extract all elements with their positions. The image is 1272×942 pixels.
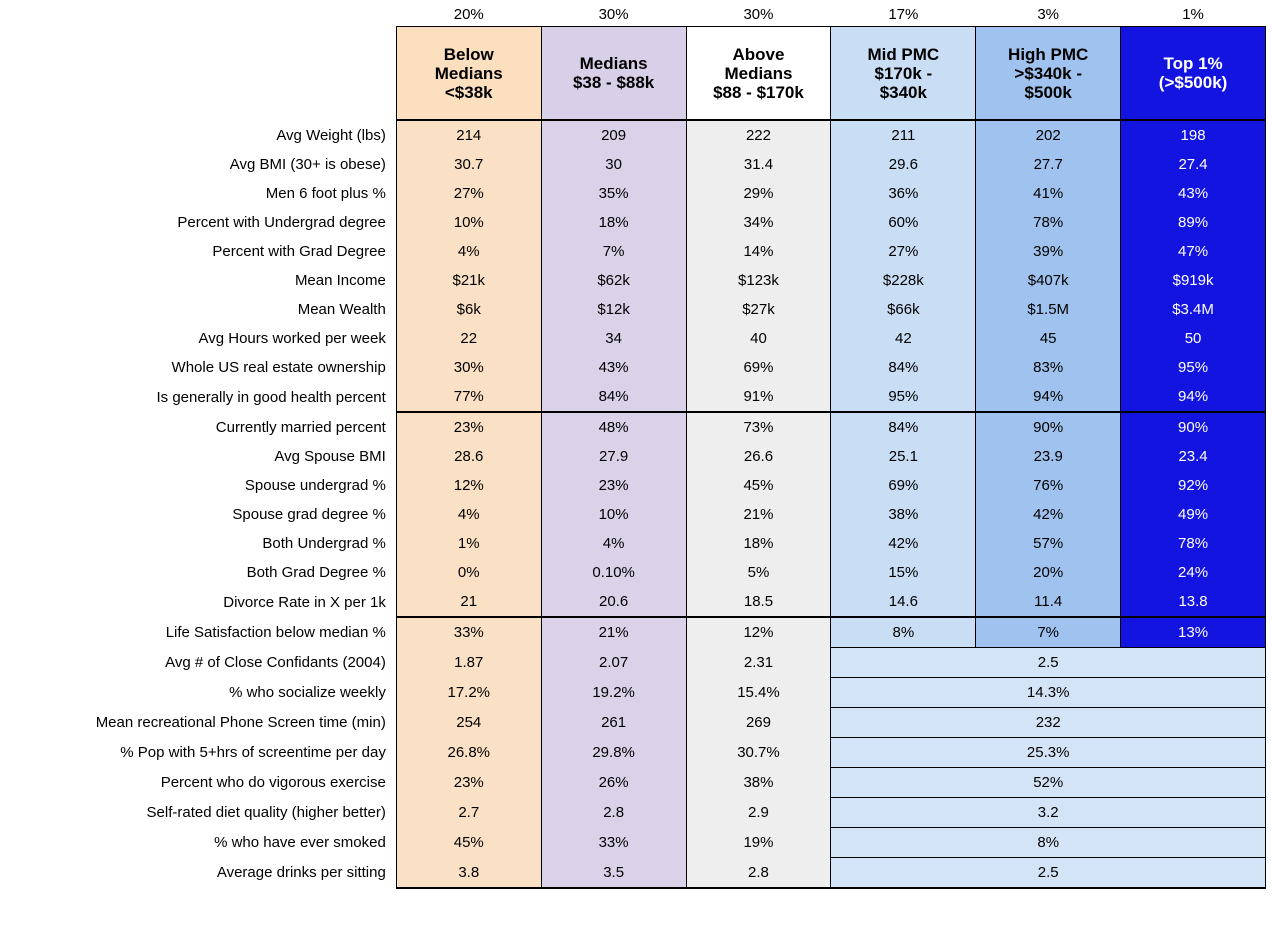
data-cell: 34% [686, 208, 831, 237]
column-header-high_pmc [976, 27, 1121, 121]
data-cell: 36% [831, 179, 976, 208]
data-cell: 2.8 [686, 858, 831, 889]
data-cell: 0.10% [541, 558, 686, 587]
data-cell: 95% [1121, 353, 1266, 382]
data-cell: 18% [541, 208, 686, 237]
data-cell: $6k [396, 295, 541, 324]
data-cell: 42 [831, 324, 976, 353]
data-cell: $21k [396, 266, 541, 295]
data-cell: 1% [396, 529, 541, 558]
table-row [4, 738, 1266, 768]
column-percent-label: 3% [1037, 5, 1060, 23]
data-cell: 45% [396, 828, 541, 858]
row-label: Percent with Undergrad degree [4, 208, 396, 237]
row-label: Mean recreational Phone Screen time (min) [4, 708, 396, 738]
row-label: Avg BMI (30+ is obese) [4, 150, 396, 179]
data-cell: 4% [396, 500, 541, 529]
data-cell: 13.8 [1121, 587, 1266, 617]
data-cell: 50 [1121, 324, 1266, 353]
table-row [4, 179, 1266, 208]
table-row [4, 558, 1266, 587]
data-cell: $919k [1121, 266, 1266, 295]
row-label: Spouse undergrad % [4, 471, 396, 500]
data-cell: 89% [1121, 208, 1266, 237]
data-cell: 3.8 [396, 858, 541, 889]
data-cell: 57% [976, 529, 1121, 558]
row-label: % who socialize weekly [4, 678, 396, 708]
row-label: % Pop with 5+hrs of screentime per day [4, 738, 396, 768]
data-cell: 90% [976, 412, 1121, 442]
data-cell: 29% [686, 179, 831, 208]
data-cell: 7% [976, 617, 1121, 648]
income-class-comparison-table [4, 2, 1266, 889]
column-header-medians [541, 27, 686, 121]
data-cell: 10% [541, 500, 686, 529]
data-cell: 20.6 [541, 587, 686, 617]
table-row [4, 324, 1266, 353]
data-cell: 78% [976, 208, 1121, 237]
data-cell: 211 [831, 120, 976, 150]
data-cell: $1.5M [976, 295, 1121, 324]
row-label: Is generally in good health percent [4, 382, 396, 412]
data-cell: 21 [396, 587, 541, 617]
data-cell: 26.6 [686, 442, 831, 471]
row-label: Percent with Grad Degree [4, 237, 396, 266]
row-label: Avg Weight (lbs) [4, 120, 396, 150]
data-cell: 60% [831, 208, 976, 237]
data-cell: 78% [1121, 529, 1266, 558]
data-cell: 2.07 [541, 648, 686, 678]
table-row [4, 708, 1266, 738]
data-cell: 5% [686, 558, 831, 587]
data-cell: 30.7% [686, 738, 831, 768]
data-cell: 77% [396, 382, 541, 412]
data-cell: $66k [831, 295, 976, 324]
column-header-line: $340k [879, 82, 927, 102]
data-cell: 45% [686, 471, 831, 500]
data-cell: 18.5 [686, 587, 831, 617]
column-percent-row [4, 2, 1266, 27]
data-cell: 14.6 [831, 587, 976, 617]
row-label: Both Grad Degree % [4, 558, 396, 587]
table-row [4, 617, 1266, 648]
data-cell: 27% [396, 179, 541, 208]
table-row [4, 353, 1266, 382]
data-cell: 38% [831, 500, 976, 529]
data-cell: 41% [976, 179, 1121, 208]
data-cell: 31.4 [686, 150, 831, 179]
data-cell: 39% [976, 237, 1121, 266]
data-cell: 25.1 [831, 442, 976, 471]
data-cell: 27.7 [976, 150, 1121, 179]
data-cell: 30.7 [396, 150, 541, 179]
data-cell: 7% [541, 237, 686, 266]
data-cell: 0% [396, 558, 541, 587]
data-cell: 15.4% [686, 678, 831, 708]
data-cell: 214 [396, 120, 541, 150]
data-cell: 26% [541, 768, 686, 798]
column-header-above_medians [686, 27, 831, 121]
data-cell: 4% [541, 529, 686, 558]
data-cell: 43% [1121, 179, 1266, 208]
merged-data-cell: 2.5 [831, 858, 1266, 889]
data-cell: 76% [976, 471, 1121, 500]
row-label: Currently married percent [4, 412, 396, 442]
table-row [4, 768, 1266, 798]
column-percent-label: 1% [1182, 5, 1204, 23]
data-cell: 47% [1121, 237, 1266, 266]
data-cell: 3.5 [541, 858, 686, 889]
data-cell: 28.6 [396, 442, 541, 471]
table-row [4, 412, 1266, 442]
data-cell: 209 [541, 120, 686, 150]
merged-data-cell: 2.5 [831, 648, 1266, 678]
merged-data-cell: 8% [831, 828, 1266, 858]
data-cell: $407k [976, 266, 1121, 295]
data-cell: $123k [686, 266, 831, 295]
column-header-line: $500k [1024, 82, 1072, 102]
table-row [4, 471, 1266, 500]
data-cell: 23.4 [1121, 442, 1266, 471]
data-cell: 23% [541, 471, 686, 500]
table-row [4, 529, 1266, 558]
data-cell: 91% [686, 382, 831, 412]
data-cell: 21% [541, 617, 686, 648]
row-label: % who have ever smoked [4, 828, 396, 858]
data-cell: 15% [831, 558, 976, 587]
row-label: Both Undergrad % [4, 529, 396, 558]
table-row [4, 442, 1266, 471]
column-header-line: Medians [434, 63, 503, 83]
data-cell: 29.8% [541, 738, 686, 768]
row-label: Men 6 foot plus % [4, 179, 396, 208]
data-cell: $27k [686, 295, 831, 324]
column-header-line: <$38k [444, 82, 493, 102]
data-cell: 95% [831, 382, 976, 412]
data-cell: 1.87 [396, 648, 541, 678]
data-cell: 12% [686, 617, 831, 648]
table-row [4, 858, 1266, 889]
table-row [4, 500, 1266, 529]
data-cell: 84% [831, 412, 976, 442]
column-header-line: $88 - $170k [713, 82, 804, 102]
data-cell: 269 [686, 708, 831, 738]
column-header-row [4, 27, 1266, 121]
column-header-line: Above [732, 44, 785, 64]
column-percent-label: 30% [598, 5, 629, 23]
data-cell: 84% [831, 353, 976, 382]
data-cell: 17.2% [396, 678, 541, 708]
data-cell: 26.8% [396, 738, 541, 768]
data-cell: 94% [976, 382, 1121, 412]
data-cell: 18% [686, 529, 831, 558]
data-cell: 48% [541, 412, 686, 442]
data-cell: 4% [396, 237, 541, 266]
data-cell: 42% [976, 500, 1121, 529]
merged-data-cell: 25.3% [831, 738, 1266, 768]
data-cell: 42% [831, 529, 976, 558]
table-row [4, 798, 1266, 828]
table-row [4, 120, 1266, 150]
data-cell: 19.2% [541, 678, 686, 708]
row-label: Spouse grad degree % [4, 500, 396, 529]
data-cell: $62k [541, 266, 686, 295]
column-percent-label: 17% [888, 5, 919, 23]
column-header-line: Mid PMC [867, 44, 940, 64]
data-cell: 2.9 [686, 798, 831, 828]
data-cell: 45 [976, 324, 1121, 353]
table-row [4, 237, 1266, 266]
data-cell: 27.4 [1121, 150, 1266, 179]
table-row [4, 678, 1266, 708]
column-header-line: Medians [724, 63, 793, 83]
row-label: Mean Wealth [4, 295, 396, 324]
data-cell: 13% [1121, 617, 1266, 648]
data-cell: 43% [541, 353, 686, 382]
data-cell: 35% [541, 179, 686, 208]
data-cell: 33% [541, 828, 686, 858]
column-header-mid_pmc [831, 27, 976, 121]
row-label: Mean Income [4, 266, 396, 295]
data-cell: 90% [1121, 412, 1266, 442]
merged-data-cell: 3.2 [831, 798, 1266, 828]
data-cell: 34 [541, 324, 686, 353]
data-cell: 83% [976, 353, 1121, 382]
data-cell: 22 [396, 324, 541, 353]
table-row [4, 266, 1266, 295]
data-cell: 23% [396, 768, 541, 798]
table-container [0, 2, 1272, 942]
row-label: Life Satisfaction below median % [4, 617, 396, 648]
data-cell: 10% [396, 208, 541, 237]
data-cell: 27% [831, 237, 976, 266]
table-row [4, 382, 1266, 412]
column-header-line: Below [443, 44, 494, 64]
column-header-line: Top 1% [1163, 54, 1223, 73]
data-cell: 2.7 [396, 798, 541, 828]
row-label: Average drinks per sitting [4, 858, 396, 889]
table-row [4, 648, 1266, 678]
column-header-top_1 [1121, 27, 1266, 121]
data-cell: 198 [1121, 120, 1266, 150]
data-cell: 30 [541, 150, 686, 179]
table-row [4, 828, 1266, 858]
row-label: Divorce Rate in X per 1k [4, 587, 396, 617]
data-cell: 21% [686, 500, 831, 529]
row-label: Whole US real estate ownership [4, 353, 396, 382]
data-cell: 27.9 [541, 442, 686, 471]
data-cell: 33% [396, 617, 541, 648]
data-cell: 29.6 [831, 150, 976, 179]
data-cell: 49% [1121, 500, 1266, 529]
data-cell: 2.8 [541, 798, 686, 828]
column-header-line: (>$500k) [1158, 73, 1228, 92]
data-cell: 23.9 [976, 442, 1121, 471]
data-cell: 261 [541, 708, 686, 738]
table-row [4, 587, 1266, 617]
column-header-line: >$340k - [1014, 63, 1082, 83]
data-cell: 24% [1121, 558, 1266, 587]
row-label: Avg # of Close Confidants (2004) [4, 648, 396, 678]
row-label: Avg Hours worked per week [4, 324, 396, 353]
column-header-line: $38 - $88k [572, 73, 655, 92]
data-cell: 84% [541, 382, 686, 412]
merged-data-cell: 52% [831, 768, 1266, 798]
table-row [4, 150, 1266, 179]
column-percent-label: 30% [743, 5, 774, 23]
data-cell: 69% [686, 353, 831, 382]
data-cell: 8% [831, 617, 976, 648]
data-cell: $228k [831, 266, 976, 295]
data-cell: 69% [831, 471, 976, 500]
data-cell: 202 [976, 120, 1121, 150]
data-cell: 94% [1121, 382, 1266, 412]
table-body [4, 2, 1266, 888]
data-cell: 20% [976, 558, 1121, 587]
row-label: Percent who do vigorous exercise [4, 768, 396, 798]
data-cell: 92% [1121, 471, 1266, 500]
data-cell: 14% [686, 237, 831, 266]
data-cell: 222 [686, 120, 831, 150]
table-row [4, 208, 1266, 237]
data-cell: 73% [686, 412, 831, 442]
data-cell: 254 [396, 708, 541, 738]
data-cell: $12k [541, 295, 686, 324]
merged-data-cell: 232 [831, 708, 1266, 738]
data-cell: 11.4 [976, 587, 1121, 617]
row-label: Self-rated diet quality (higher better) [4, 798, 396, 828]
data-cell: 23% [396, 412, 541, 442]
column-header-line: Medians [579, 54, 648, 73]
row-label: Avg Spouse BMI [4, 442, 396, 471]
corner-cell [4, 27, 396, 121]
column-header-line: High PMC [1008, 44, 1089, 64]
data-cell: $3.4M [1121, 295, 1266, 324]
table-row [4, 295, 1266, 324]
data-cell: 12% [396, 471, 541, 500]
data-cell: 38% [686, 768, 831, 798]
merged-data-cell: 14.3% [831, 678, 1266, 708]
data-cell: 2.31 [686, 648, 831, 678]
column-header-below_medians [396, 27, 541, 121]
data-cell: 40 [686, 324, 831, 353]
data-cell: 30% [396, 353, 541, 382]
spacer-cell [4, 2, 396, 27]
column-percent-label: 20% [453, 5, 484, 23]
data-cell: 19% [686, 828, 831, 858]
column-header-line: $170k - [874, 63, 933, 83]
